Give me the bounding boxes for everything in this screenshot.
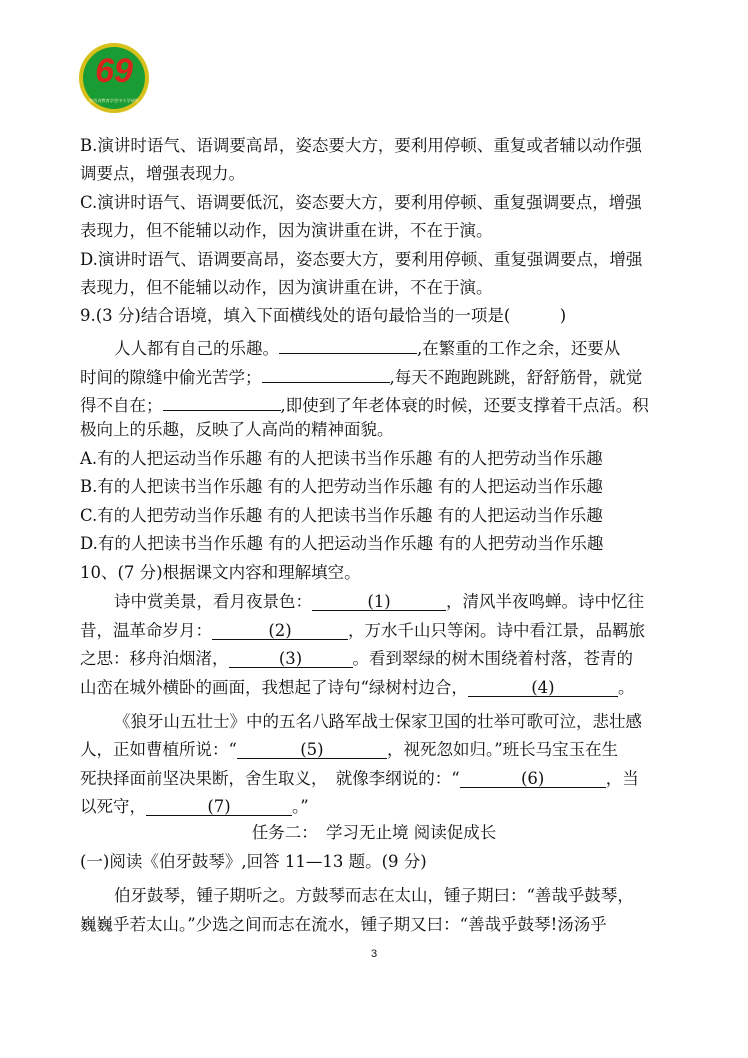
- q10-blank-3: (3): [229, 649, 353, 668]
- q9-passage-line3: [80, 392, 649, 416]
- q9-option-d: D.有的人把读书当作乐趣 有的人把运动当作乐趣 有的人把劳动当作乐趣: [80, 534, 604, 553]
- q9-blank-3: [163, 392, 281, 411]
- q9-passage-line4: 极向上的乐趣，反映了人高尚的精神面貌。: [80, 420, 394, 439]
- q10-text: ，当: [605, 769, 639, 788]
- q10-line3: [80, 649, 633, 669]
- q9-blank-1: [279, 335, 417, 354]
- q10-line2: [80, 621, 645, 641]
- q10-text: 之思：移舟泊烟渚，: [80, 649, 229, 668]
- task2-passage-line1: 伯牙鼓琴，锺子期听之。方鼓琴而志在太山，锺子期曰：“善哉乎鼓琴，: [114, 886, 634, 905]
- q8-option-c-line1: C.演讲时语气、语调要低沉，姿态要大方，要利用停顿、重复强调要点，增强: [80, 193, 642, 212]
- q10-blank-6: (6): [460, 769, 606, 788]
- q9-stem: 9.(3 分)结合语境，填入下面横线处的语句最恰当的一项是( ): [80, 306, 567, 325]
- q8-option-d-line1: D.演讲时语气、语调要高昂，姿态要大方，要利用停顿、重复强调要点，增强: [80, 250, 643, 269]
- q9-passage-text: ,在繁重的工作之余，还要从: [417, 339, 621, 358]
- q8-option-b-line1: B.演讲时语气、语调要高昂，姿态要大方，要利用停顿、重复或者辅以动作强: [80, 136, 642, 155]
- q10-text: 。”: [292, 797, 309, 816]
- q10-line4: [80, 678, 634, 698]
- q10-line7: [80, 769, 639, 789]
- logo-numeral: 69: [95, 52, 133, 90]
- q10-text: ，清风半夜鸣蝉。诗中忆往: [446, 592, 644, 611]
- q9-passage-text: ,每天不跑跑跳跳，舒舒筋骨，就觉: [389, 368, 643, 387]
- q10-blank-1: (1): [312, 592, 446, 611]
- q8-option-c-line2: 表现力，但不能辅以动作，因为演讲重在讲，不在于演。: [80, 221, 493, 240]
- q10-text: 诗中赏美景，看月夜景色：: [114, 592, 312, 611]
- q9-blank-2: [262, 364, 390, 383]
- q9-option-b: B.有的人把读书当作乐趣 有的人把劳动当作乐趣 有的人把运动当作乐趣: [80, 477, 603, 496]
- q10-blank-4: (4): [468, 678, 618, 697]
- q10-text: 人，正如曹植所说：“: [80, 740, 237, 759]
- q10-blank-2: (2): [212, 621, 348, 640]
- q10-text: 昔，温革命岁月：: [80, 621, 212, 640]
- task2-passage-line2: 巍巍乎若太山。”少选之间而志在流水，锺子期又曰：“善哉乎鼓琴!汤汤乎: [80, 915, 607, 934]
- task2-section-heading: (一)阅读《伯牙鼓琴》,回答 11—13 题。(9 分): [80, 852, 427, 871]
- q10-blank-7: (7): [146, 797, 292, 816]
- q8-option-d-line2: 表现力，但不能辅以动作，因为演讲重在讲，不在于演。: [80, 278, 493, 297]
- q10-text: 以死守，: [80, 797, 146, 816]
- q10-text: 山峦在城外横卧的画面，我想起了诗句“绿树村边合，: [80, 678, 468, 697]
- q9-option-a: A.有的人把运动当作乐趣 有的人把读书当作乐趣 有的人把劳动当作乐趣: [80, 449, 603, 468]
- school-logo: [78, 42, 150, 114]
- q9-passage-text: 人人都有自己的乐趣。: [114, 339, 279, 358]
- q10-text: ，万水千山只等闲。诗中看江景，品羁旅: [348, 621, 645, 640]
- q10-blank-5: (5): [237, 740, 387, 759]
- q10-stem: 10、(7 分)根据课文内容和理解填空。: [80, 563, 361, 582]
- q8-option-b-line2: 调要点，增强表现力。: [80, 164, 245, 183]
- q9-passage-text: 得不自在；: [80, 396, 163, 415]
- q9-passage-line1: [114, 335, 620, 359]
- q10-line1: [114, 592, 644, 612]
- task2-title: 任务二： 学习无止境 阅读促成长: [251, 823, 497, 842]
- q10-line6: [80, 740, 618, 760]
- page-number: 3: [370, 948, 378, 960]
- q10-text: 。看到翠绿的树木围绕着村落，苍青的: [352, 649, 633, 668]
- q9-passage-line2: [80, 364, 642, 388]
- q9-passage-text: 时间的隙缝中偷光苦学；: [80, 368, 262, 387]
- q10-text: ，视死忽如归。”班长马宝玉在生: [386, 740, 619, 759]
- q10-text: 。: [617, 678, 635, 697]
- q9-option-c: C.有的人把劳动当作乐趣 有的人把读书当作乐趣 有的人把运动当作乐趣: [80, 506, 603, 525]
- logo-caption: 陕西省教育学会中小学研究: [88, 98, 140, 103]
- q9-passage-text: ,即使到了年老体衰的时候，还要支撑着干点活。积: [280, 396, 649, 415]
- q10-text: 死抉择面前坚决果断，舍生取义， 就像李纲说的：“: [80, 769, 460, 788]
- q10-line8: [80, 797, 309, 817]
- q10-line5: 《狼牙山五壮士》中的五名八路军战士保家卫国的壮举可歌可泣，悲壮感: [114, 712, 642, 731]
